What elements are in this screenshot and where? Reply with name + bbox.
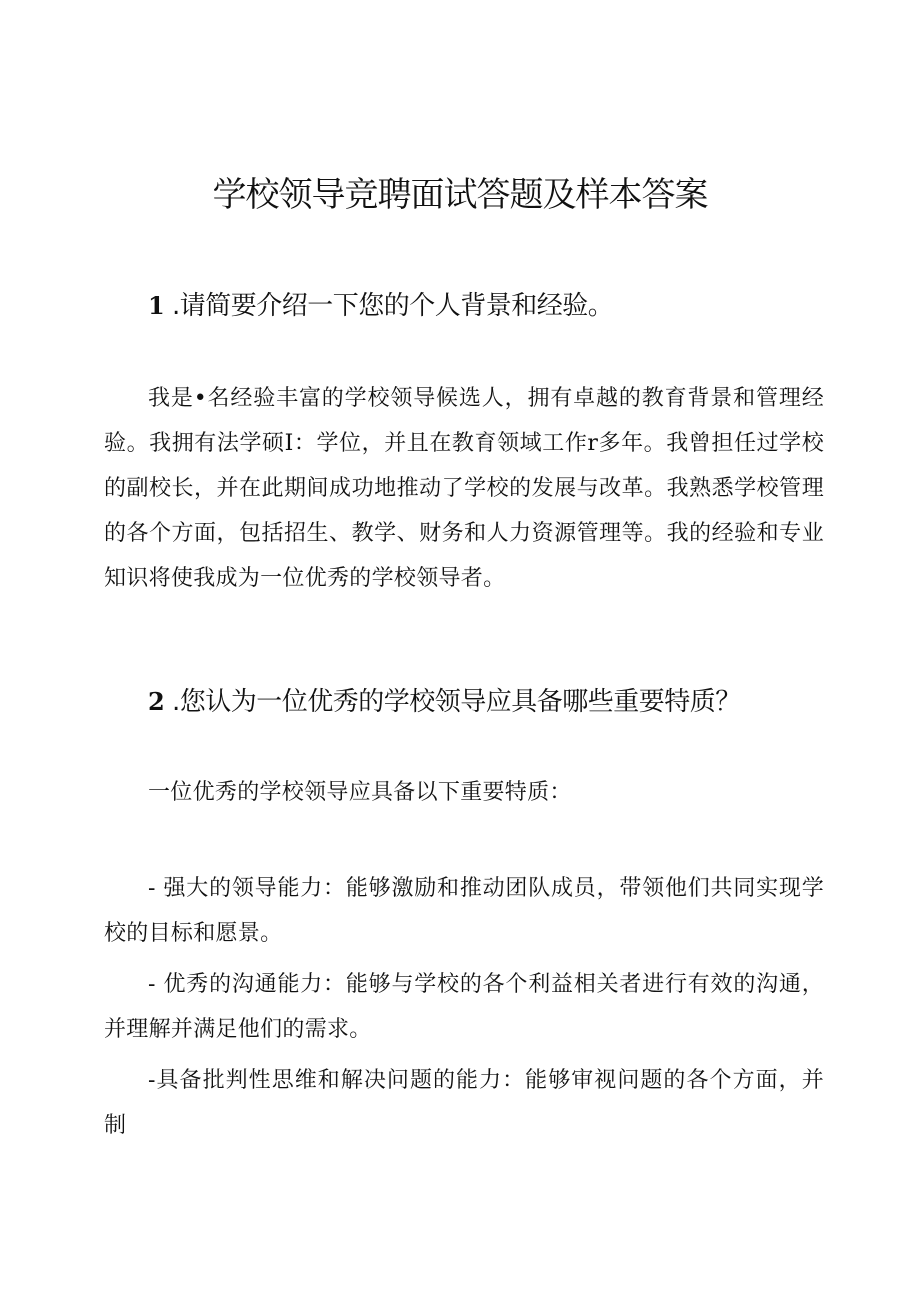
question-2-heading [148, 682, 741, 722]
question-2-number: 2 [148, 687, 165, 716]
page-title: 学校领导竞聘面试答题及样本答案 [212, 175, 708, 215]
question-1-number: 1 [148, 291, 165, 320]
question-2-text: .您认为一位优秀的学校领导应具备哪些重要特质？ [171, 687, 741, 717]
question-1-answer: 我是•名经验丰富的学校领导候选人，拥有卓越的教育背景和管理经验。我拥有法学硕I：学位，并且在教育领域工作r多年。我曾担任过学校的副校长，并在此期间成功地推动了学校的发展与改革。我熟悉学校管理的各个方面，包括招生、教学、财务和人力资源管理等。我的经验和专业知识将使我成为一位优秀的学校领导者。 [104, 386, 824, 591]
trait-bullet-critical-thinking: -具备批判性思维和解决问题的能力：能够审视问题的各个方面，并制 [104, 1068, 824, 1138]
trait-bullet-communication: - 优秀的沟通能力：能够与学校的各个利益相关者进行有效的沟通，并理解并满足他们的需求。 [104, 972, 824, 1042]
question-1-text: .请简要介绍一下您的个人背景和经验。 [171, 291, 614, 321]
question-1-heading [148, 286, 613, 326]
trait-bullet-leadership: - 强大的领导能力：能够激励和推动团队成员，带领他们共同实现学校的目标和愿景。 [104, 876, 824, 946]
question-2-intro: 一位优秀的学校领导应具备以下重要特质： [148, 780, 572, 805]
